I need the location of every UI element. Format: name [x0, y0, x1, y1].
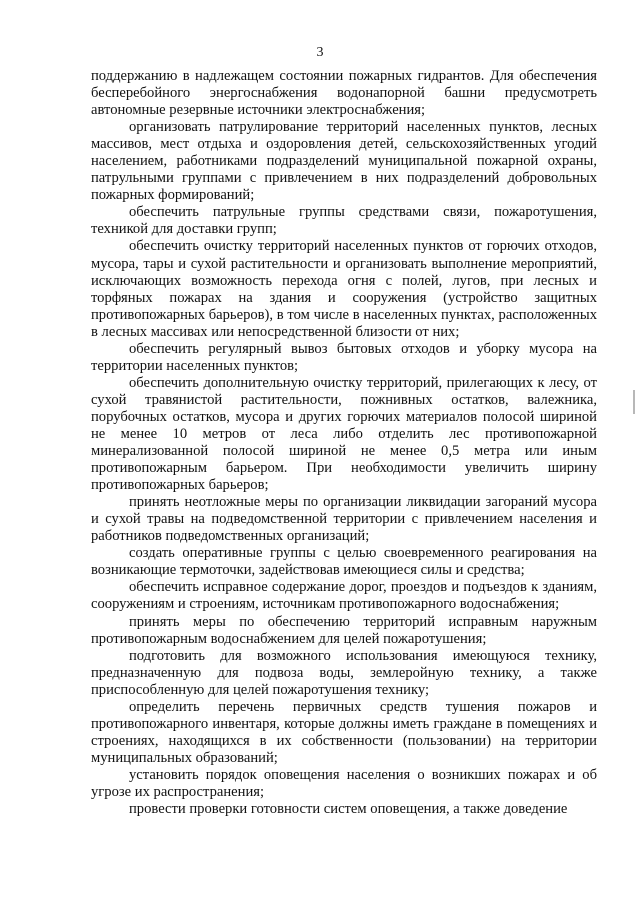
paragraph: провести проверки готовности систем оповещения, а также доведение — [129, 801, 568, 818]
paragraph: создать оперативные группы с целью своевременного реагирования на возникающие термоточки, задействовав имеющиеся силы и средства; — [91, 545, 597, 579]
paragraph: определить перечень первичных средств тушения пожаров и противопожарного инвентаря, которые должны иметь граждане в помещениях и строениях, находящихся в их собственности (пользовании) на территории муниципальных образований; — [91, 698, 597, 766]
paragraph: подготовить для возможного использования имеющуюся технику, предназначенную для подвоза воды, землеройную технику, а также приспособленную для целей пожаротушения технику; — [91, 647, 597, 698]
paragraph: обеспечить регулярный вывоз бытовых отходов и уборку мусора на территории населенных пунктов; — [91, 340, 597, 374]
paragraph: поддержанию в надлежащем состоянии пожарных гидрантов. Для обеспечения бесперебойного энергоснабжения водонапорной башни предусмотреть автономные резервные источники электроснабжения; — [91, 68, 597, 119]
paragraph: принять меры по обеспечению территорий исправным наружным противопожарным водоснабжением для целей пожаротушения; — [91, 613, 597, 647]
paragraph: обеспечить очистку территорий населенных пунктов от горючих отходов, мусора, тары и сухой растительности и организовать выполнение мероприятий, исключающих возможность перехода огня с полей, лугов, при лесных и торфяных пожарах на здания и сооружения (устройство защитных противопожарных барьеров), в том числе в населенных пунктах, расположенных в лесных массивах или непосредственной близости от них; — [91, 238, 597, 340]
paragraph: установить порядок оповещения населения о возникших пожарах и об угрозе их распространения; — [91, 766, 597, 800]
paragraph: организовать патрулирование территорий населенных пунктов, лесных массивов, мест отдыха и оздоровления детей, сельскохозяйственных угодий населением, работниками подразделений муниципальной пожарной охраны, патрульными группами с привлечением в них подразделений добровольных пожарных формирований; — [91, 119, 597, 204]
paragraph: обеспечить дополнительную очистку территорий, прилегающих к лесу, от сухой травянистой растительности, пожнивных остатков, валежника, порубочных остатков, мусора и других горючих материалов полосой шириной не менее 10 метров от леса либо отделить лес противопожарной минерализованной полосой шириной не менее 0,5 метра или иным противопожарным барьером. При необходимости увеличить ширину противопожарных барьеров; — [91, 374, 597, 494]
page-number: 3 — [316, 45, 324, 60]
document-body — [91, 68, 597, 818]
scan-edge-mark — [633, 390, 635, 414]
paragraph: принять неотложные меры по организации ликвидации загораний мусора и сухой травы на подведомственной территории с привлечением населения и работников подведомственных организаций; — [91, 494, 597, 545]
paragraph: обеспечить исправное содержание дорог, проездов и подъездов к зданиям, сооружениям и строениям, источникам противопожарного водоснабжения; — [91, 579, 597, 613]
paragraph: обеспечить патрульные группы средствами связи, пожаротушения, техникой для доставки групп; — [91, 204, 597, 238]
